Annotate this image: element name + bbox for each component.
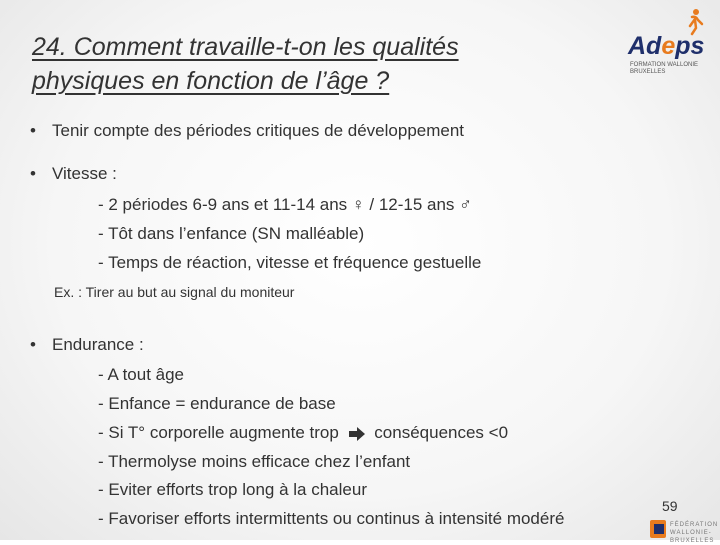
bullet-dot-icon: •: [30, 121, 36, 140]
endurance-line: - Thermolyse moins efficace chez l’enfant: [98, 452, 411, 471]
federation-text: FÉDÉRATION WALLONIE-BRUXELLES: [670, 522, 719, 544]
title-line-1: 24. Comment travaille-t-on les qualités: [32, 33, 459, 61]
endurance-line: - A tout âge: [98, 365, 185, 384]
vitesse-line: - Temps de réaction, vitesse et fréquence gestuelle: [98, 253, 482, 272]
endurance-line: - Favoriser efforts intermittents ou continus à intensité modéré: [98, 509, 565, 528]
endurance-line: - Si T° corporelle augmente trop conséquences <0: [98, 423, 509, 442]
vitesse-line: - Tôt dans l’enfance (SN malléable): [98, 224, 365, 243]
bullet-item: • Tenir compte des périodes critiques de développement: [30, 121, 465, 140]
example-note: Ex. : Tirer au but au signal du moniteur: [54, 284, 295, 300]
federation-mark-inner: [654, 524, 664, 534]
federation-logo: [650, 518, 720, 544]
bullet-item: • Endurance :: [30, 335, 144, 354]
bullet-item: • Vitesse :: [30, 164, 117, 183]
logo-subtitle: FORMATION WALLONIE BRUXELLES: [630, 62, 699, 75]
logo-wordmark: Adeps: [628, 32, 705, 60]
slide-title: [32, 30, 552, 98]
vitesse-line: - 2 périodes 6-9 ans et 11-14 ans ♀ / 12-15 ans ♂: [98, 195, 472, 214]
arrow-right-icon: [348, 427, 366, 441]
bullet-dot-icon: •: [30, 335, 36, 354]
endurance-line: - Enfance = endurance de base: [98, 394, 336, 413]
bullet-dot-icon: •: [30, 164, 36, 183]
endurance-line: - Eviter efforts trop long à la chaleur: [98, 480, 367, 499]
adeps-logo: [620, 8, 712, 74]
page-number: 59: [662, 498, 678, 514]
title-line-2: physiques en fonction de l’âge ?: [32, 67, 390, 95]
